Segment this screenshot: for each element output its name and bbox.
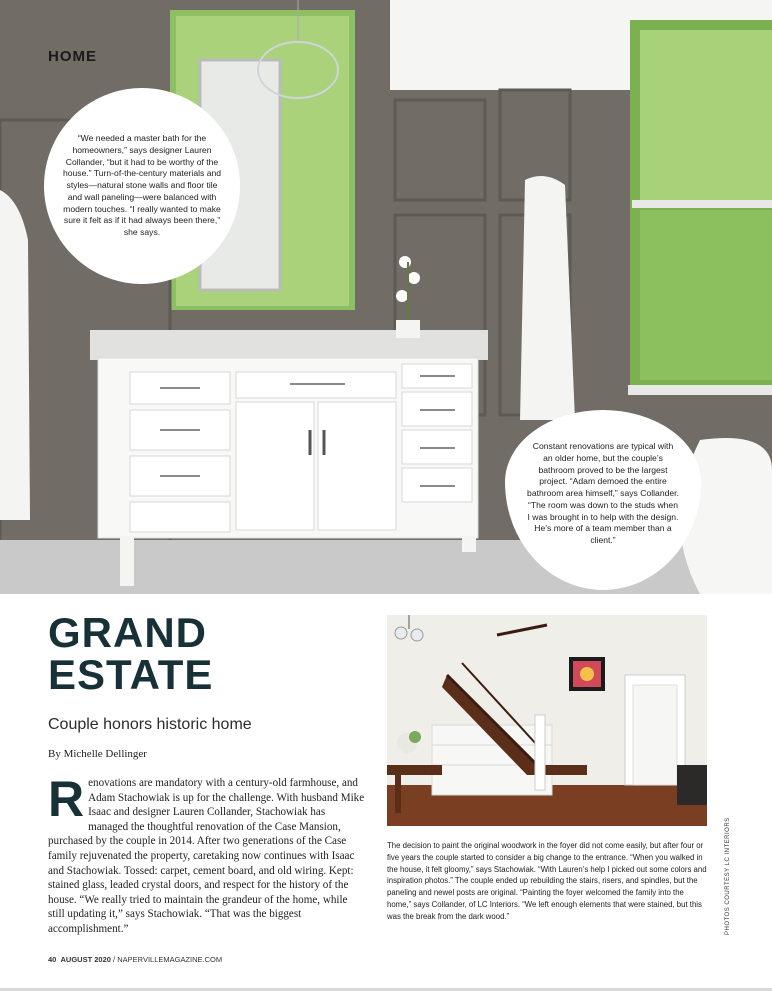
pullquote-bubble: [44, 88, 240, 284]
foyer-photo: [387, 615, 707, 826]
hero-caption-text: Constant renovations are typical with an older home, but the couple’s bathroom proved to be the largest project. “Adam demoed the entire bathroom area himself,” says Collander. “The room was down to the studs when I was brought in to help with the design. He’s more of a team member than a client.”: [527, 440, 679, 546]
foyer-illustration: [387, 615, 707, 826]
folio-site: NAPERVILLEMAGAZINE.COM: [117, 955, 223, 964]
pullquote-text: “We needed a master bath for the homeowners,” says designer Lauren Collander, “but it had to be worthy of the house.” Turn-of-the-century materials and styles—natural stone walls and floor tile and wall paneling—were balanced with modern touches. “I really wanted to make sure it felt as if it had always been there,” she says.: [62, 132, 222, 238]
folio-separator: /: [113, 955, 116, 964]
foyer-caption: The decision to paint the original woodwork in the foyer did not come easily, but after four or five years the couple started to consider a big change to the entrance. “When you walked in the house, it felt gloomy,” says Stachowiak. “With Lauren’s help I picked out some colors and inspiration photos.” The couple ended up rebuilding the stairs, risers, and spindles, but the paneling and newel posts are original. “Painting the foyer welcomed the family into the home,” says Collander, of LC Interiors. “We left enough elements that were stained, but this was the break from the dark wood.”: [387, 841, 707, 921]
article-byline: By Michelle Dellinger: [48, 748, 147, 760]
article-body: [48, 771, 366, 937]
photo-credit: PHOTOS COURTESY LC INTERIORS: [725, 817, 731, 935]
headline-line-2: ESTATE: [48, 651, 214, 698]
article-headline: [48, 609, 214, 698]
drop-cap: R: [48, 771, 85, 827]
section-label: HOME: [48, 48, 97, 65]
folio-page: 40: [48, 955, 57, 964]
page-folio: [48, 955, 222, 964]
article-body-text: enovations are mandatory with a century-old farmhouse, and Adam Stachowiak is up for the challenge. With husband Mike Isaac and designer Lauren Collander, Stachowiak has managed the thoughtful renovation of the Case Mansion, purchased by the couple in 2014. After two generations of the Case family rejuvenated the property, caretaking now continues with Isaac and Stachowiak. Tossed: carpet, cement board, and old wiring. Kept: stained glass, leaded crystal doors, and respect for the history of the house. “We really tried to maintain the grandeur of the home, while still updating it,” says Stachowiak. “That was the biggest accomplishment.”: [48, 777, 365, 935]
folio-issue: AUGUST 2020: [60, 955, 111, 964]
headline-line-1: GRAND: [48, 609, 207, 656]
article-subhead: Couple honors historic home: [48, 716, 252, 733]
